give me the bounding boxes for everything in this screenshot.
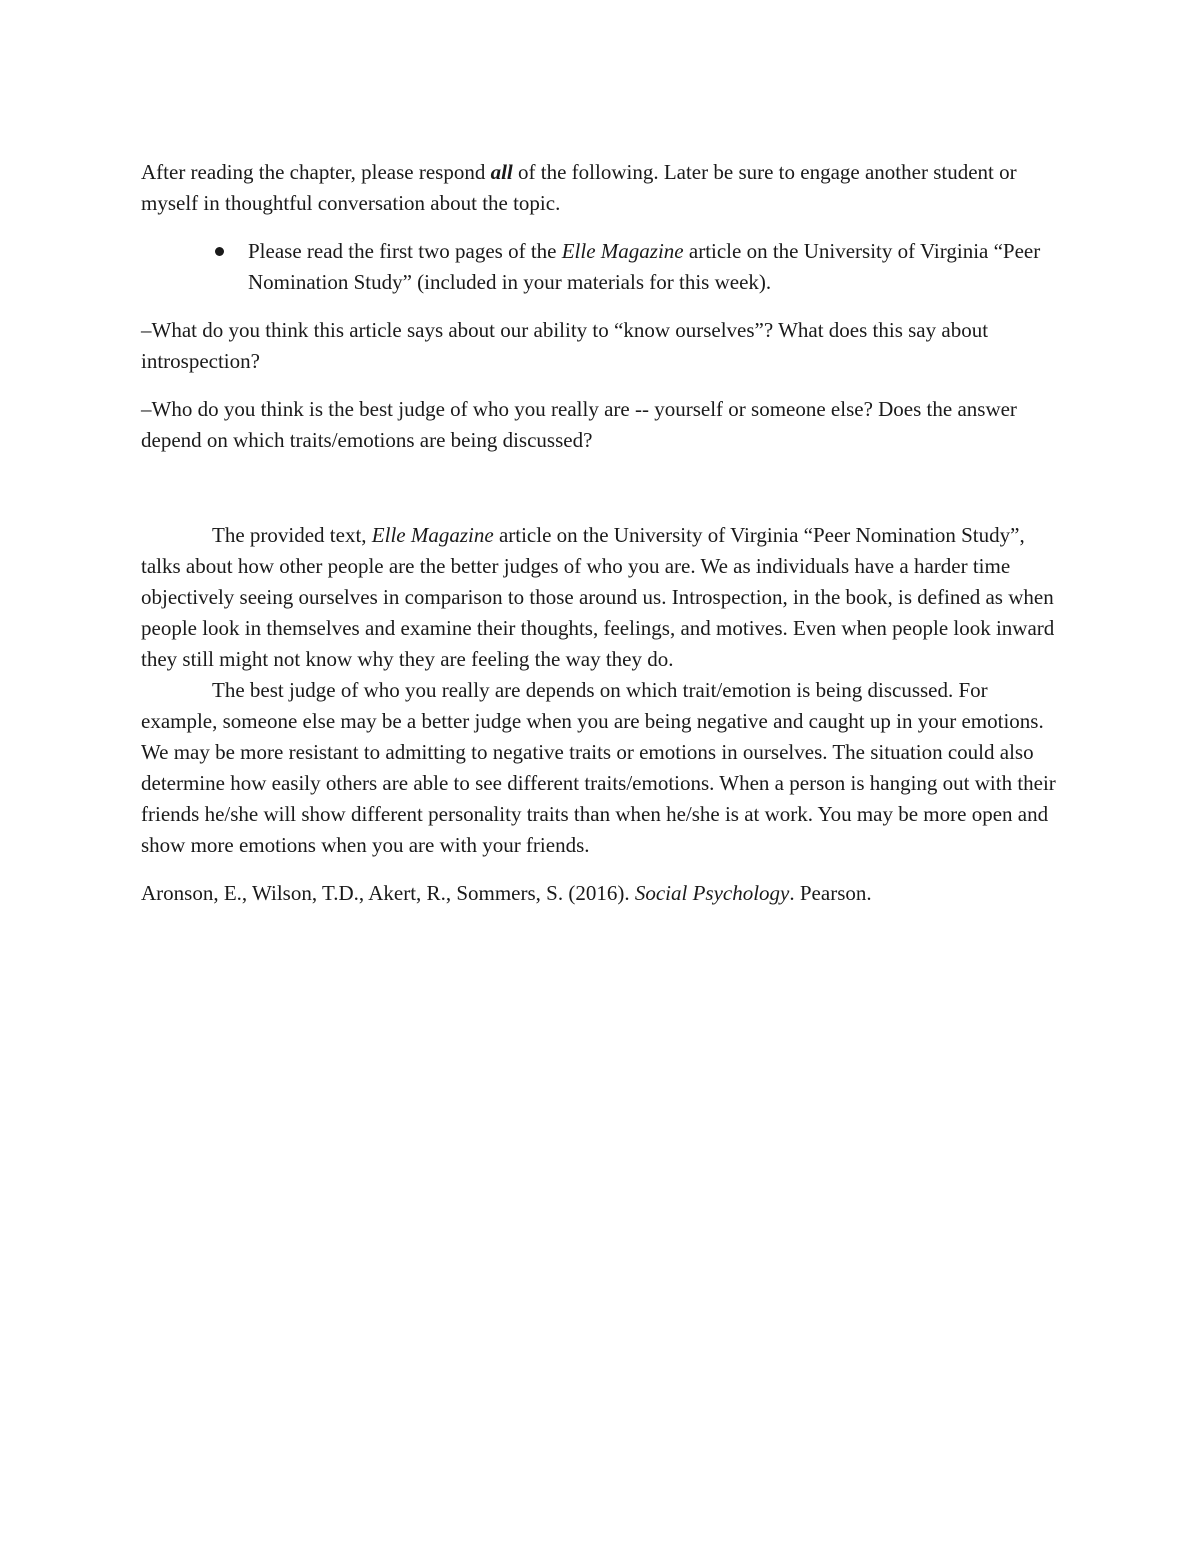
- response-1-magazine-title: Elle Magazine: [371, 523, 494, 547]
- reading-text-start: Please read the first two pages of the: [248, 239, 562, 263]
- reading-text-end: article on the University of Virginia “Peer Nomination Study” (included in your materials for this week).: [248, 239, 1041, 294]
- instructions-text-end: of the following. Later be sure to engage another student or myself in thoughtful conversation about the topic.: [141, 160, 1017, 215]
- reference-citation: [141, 878, 1066, 909]
- discussion-question-1: –What do you think this article says about our ability to “know ourselves”? What does this say about introspection?: [141, 318, 989, 373]
- document-page: [141, 157, 1066, 909]
- citation-authors: Aronson, E., Wilson, T.D., Akert, R., Sommers, S. (2016).: [141, 881, 635, 905]
- response-1-text-start: The provided text,: [212, 523, 372, 547]
- instructions-text-start: After reading the chapter, please respond: [141, 160, 491, 184]
- response-paragraph-2: The best judge of who you really are depends on which trait/emotion is being discussed. For example, someone else may be a better judge when you are being negative and caught up in your emotions. We may be more resistant to admitting to negative traits or emotions in ourselves. The situation could also determine how easily others are able to see different traits/emotions. When a person is hanging out with their friends he/she will show different personality traits than when he/she is at work. You may be more open and show more emotions when you are with your friends.: [141, 678, 1056, 857]
- response-1-text-end: article on the University of Virginia “Peer Nomination Study”, talks about how other people are the better judges of who you are. We as individuals have a harder time objectively seeing ourselves in comparison to those around us. Introspection, in the book, is defined as when people look in themselves and examine their thoughts, feelings, and motives. Even when people look inward they still might not know why they are feeling the way they do.: [141, 523, 1055, 671]
- citation-title: Social Psychology: [634, 881, 790, 905]
- assignment-instructions: [141, 157, 1066, 219]
- reading-list: [141, 236, 1066, 298]
- reading-list-item: [248, 236, 1066, 298]
- bullet-icon: [215, 247, 224, 256]
- reading-magazine-title: Elle Magazine: [561, 239, 684, 263]
- discussion-question-2: –Who do you think is the best judge of who you really are -- yourself or someone else? Does the answer depend on which traits/emotions are being discussed?: [141, 397, 1017, 452]
- instructions-emphasis: all: [490, 160, 513, 184]
- citation-publisher: . Pearson.: [789, 881, 872, 905]
- response-paragraph-1: [141, 520, 1066, 675]
- section-spacer: [141, 473, 1066, 520]
